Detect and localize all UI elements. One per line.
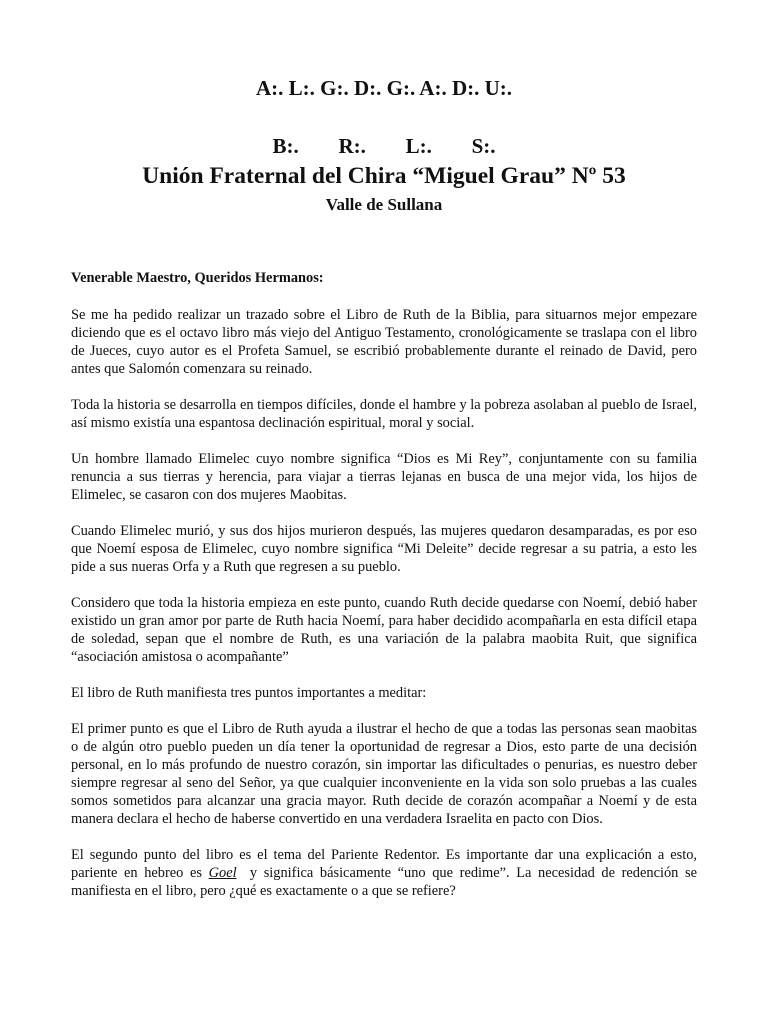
salutation: Venerable Maestro, Queridos Hermanos: — [71, 270, 324, 286]
goel-term: Goel — [208, 865, 237, 881]
paragraph-7: El primer punto es que el Libro de Ruth ayuda a ilustrar el hecho de que a todas las personas sean maobitas o de algún otro pueblo pueden un día tener la oportunidad de regresar a Dios, esto parte de una decisión personal, en lo más profundo de nuestro corazón, sin importar las dificultades o penurias, es nuestro deber siempre regresar al seno del Señor, ya que cualquier inconveniente en la vida son solo pruebas a las cuales somos sometidos para alcanzar una gracia mayor. Ruth decide de corazón acompañar a Noemí y de esta manera declara el hecho de haberse convertido en una verdadera Israelita en pacto con Dios. — [71, 721, 697, 827]
paragraph-4: Cuando Elimelec murió, y sus dos hijos murieron después, las mujeres quedaron desamparadas, es por eso que Noemí esposa de Elimelec, cuyo nombre significa “Mi Deleite” decide regresar a su patria, a esto les pide a sus nueras Orfa y a Ruth que regresen a su pueblo. — [71, 523, 697, 575]
paragraph-1: Se me ha pedido realizar un trazado sobre el Libro de Ruth de la Biblia, para situarnos mejor empezare diciendo que es el octavo libro más viejo del Antiguo Testamento, cronológicamente se traslapa con el libro de Jueces, cuyo autor es el Profeta Samuel, se escribió probablemente durante el reinado de David, pero antes que Salomón comenzara su reinado. — [71, 307, 697, 377]
paragraph-3: Un hombre llamado Elimelec cuyo nombre significa “Dios es Mi Rey”, conjuntamente con su familia renuncia a sus tierras y herencia, para viajar a tierras lejanas en busca de una mejor vida, los hijos de Elimelec, se casaron con dos mujeres Maobitas. — [71, 451, 697, 503]
valley-name: Valle de Sullana — [325, 195, 443, 214]
paragraph-5: Considero que toda la historia empieza en este punto, cuando Ruth decide quedarse con Noemí, debió haber existido un gran amor por parte de Ruth hacia Noemí, para haber decidido acompañarla en esta difícil etapa de soledad, sepan que el nombre de Ruth, es una variación de la palabra maobita Ruit, que significa “asociación amistosa o acompañante” — [71, 595, 697, 665]
masonic-invocation: A:. L:. G:. D:. G:. A:. D:. U:. — [255, 76, 513, 100]
lodge-name: Unión Fraternal del Chira “Miguel Grau” Nº 53 — [142, 163, 626, 189]
document-body — [71, 269, 701, 918]
paragraph-6: El libro de Ruth manifiesta tres puntos importantes a meditar: — [71, 685, 427, 701]
paragraph-8-text-before: El segundo punto del libro es el tema del Pariente Redentor. Es importante dar una explicación a esto, pariente en hebreo es — [71, 847, 697, 881]
paragraph-8-text-after: y significa básicamente “uno que redime”. La necesidad de redención se manifiesta en el libro, pero ¿qué es exactamente o a que se refiere? — [71, 865, 701, 899]
paragraph-2: Toda la historia se desarrolla en tiempos difíciles, donde el hambre y la pobreza asolaban al pueblo de Israel, así mismo existía una espantosa declinación espiritual, moral y social. — [71, 397, 697, 431]
paragraph-8 — [71, 846, 701, 900]
masonic-salutation-abbrev: B:. R:. L:. S:. — [272, 134, 496, 158]
